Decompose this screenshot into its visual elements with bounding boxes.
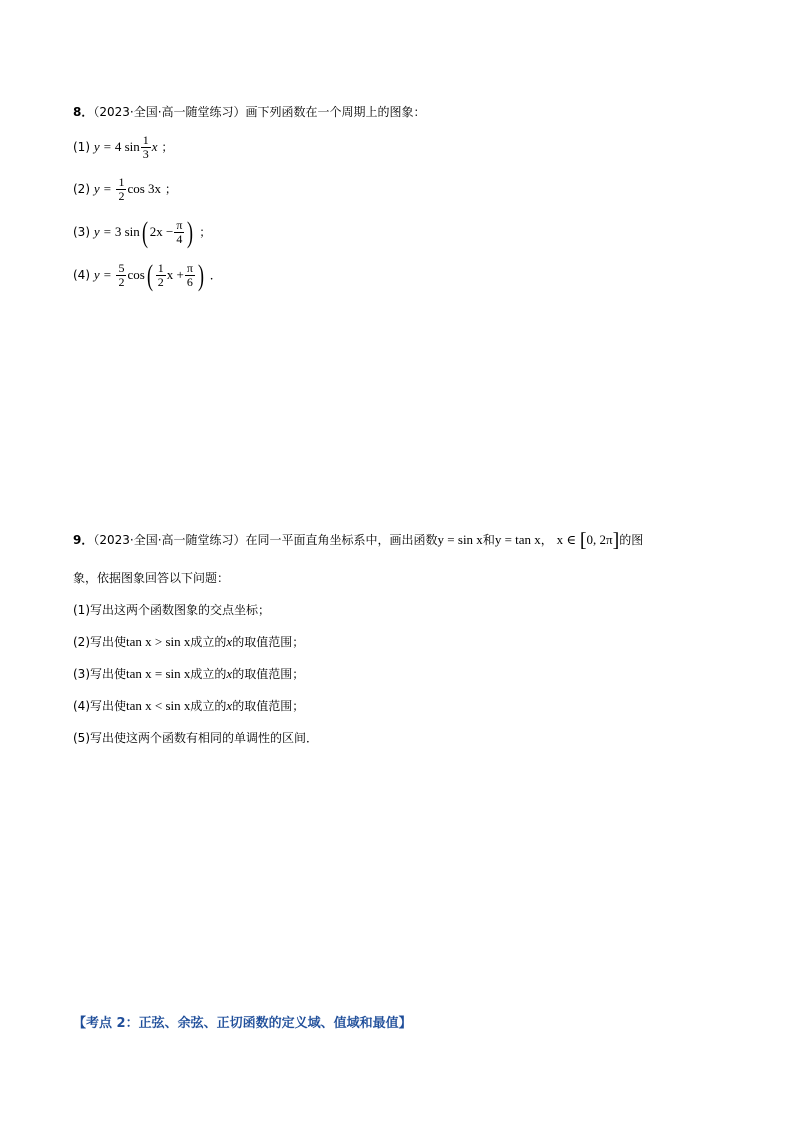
right-paren: )	[197, 258, 204, 292]
frac-1-3: $\frac{1}{3}$	[142, 133, 149, 161]
q8-stem-text: 画下列函数在一个周期上的图象：	[245, 105, 426, 119]
frac-pi-4: $\frac{\pi}{4}$	[176, 218, 183, 246]
q9-item-3: (3)写出使tan x = sin x成立的x的取值范围；	[73, 666, 305, 681]
q9-stem-cont: 象，依据图象回答以下问题：	[73, 571, 230, 585]
q8-item-1: (1) y = 4 sin $\frac{1}{3}$ x ；	[73, 133, 174, 161]
section-heading: 【考点 2：正弦、余弦、正切函数的定义域、值域和最值】	[73, 1016, 412, 1031]
q9-item-5: (5)写出使这两个函数有相同的单调性的区间．	[73, 731, 319, 745]
q8-item-4: (4) y = $\frac{5}{2}$ cos( $\frac{1}{2}$ x + $\frac{\pi}{6}$ ) ．	[73, 258, 222, 292]
frac-1-2b: $\frac{1}{2}$	[157, 261, 164, 289]
q8-source: （2023·全国·高一随堂练习）	[93, 105, 246, 119]
frac-pi-6: $\frac{\pi}{6}$	[186, 261, 193, 289]
q9-f1: y = sin x	[437, 532, 483, 547]
q8-number: 8．	[73, 105, 94, 119]
q8-item-3: (3) y = 3 sin( 2x − $\frac{\pi}{4}$ ) ；	[73, 215, 212, 249]
frac-1-2: $\frac{1}{2}$	[118, 175, 125, 203]
q9-number: 9．	[73, 533, 94, 547]
left-paren: (	[141, 215, 148, 249]
q9-item-1: (1)写出这两个函数图象的交点坐标；	[73, 603, 271, 617]
right-paren: )	[187, 215, 194, 249]
q9-item-4: (4)写出使tan x < sin x成立的x的取值范围；	[73, 698, 305, 713]
q9-item-2: (2)写出使tan x > sin x成立的x的取值范围；	[73, 634, 305, 649]
frac-5-2: $\frac{5}{2}$	[118, 261, 125, 289]
q9-source: （2023·全国·高一随堂练习）	[93, 533, 246, 547]
q9-stem: 9．（2023·全国·高一随堂练习）在同一平面直角坐标系中，画出函数y = sin x和y = tan x， x ∈ [0, 2π]的图	[73, 529, 644, 552]
left-paren: (	[146, 258, 153, 292]
q8-item-2: (2) y = $\frac{1}{2}$ cos 3x ；	[73, 175, 177, 203]
q8-item-1-formula: y = 4 sin	[93, 139, 140, 154]
q9-f2: y = tan x	[494, 532, 541, 547]
q8-stem	[73, 104, 426, 120]
